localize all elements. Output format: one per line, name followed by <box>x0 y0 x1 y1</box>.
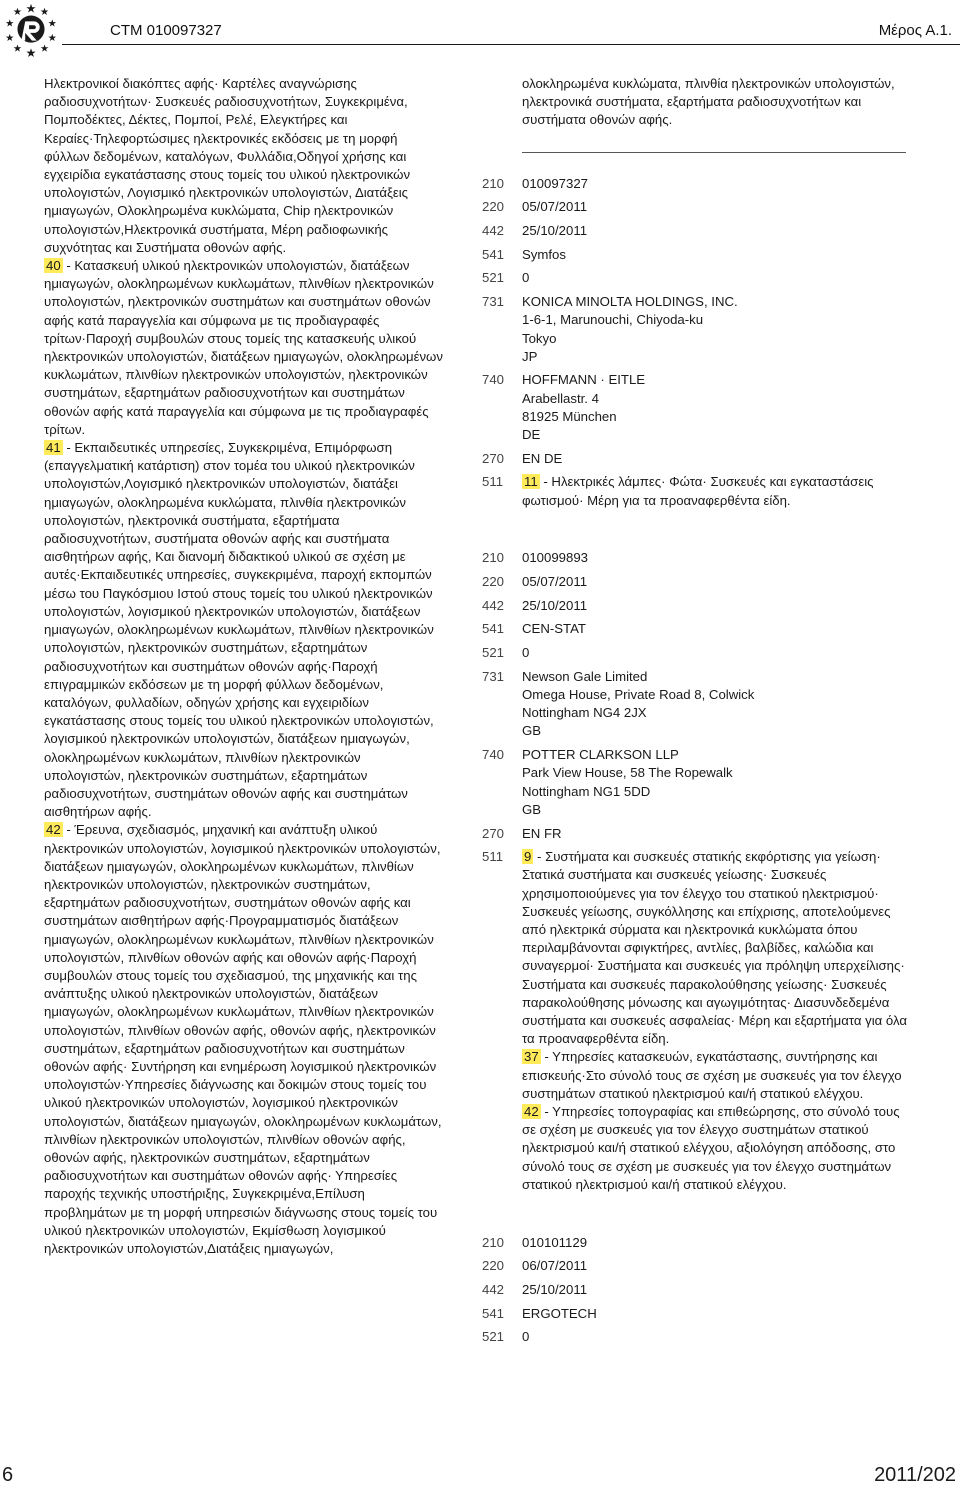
field-220: 220 05/07/2011 <box>482 573 912 591</box>
class-9-continuation: Ηλεκτρονικοί διακόπτες αφής· Καρτέλες αναγνώρισης ραδιοσυχνοτήτων· Συσκευές ραδιοσυχνοτήτων, Συγκεκριμένα, Πομποδέκτες, Δέκτες, Πομποί, Ρελέ, Ελεγκτήρες και Κεραίες·Τηλεφορτώσιμες ηλεκτρονικές εκδόσεις με τη μορφή φύλλων δεδομένων, καταλόγων, Φυλλάδια,Οδηγοί χρήσης και εγχειρίδια εγκατάστασης στους τομείς του υλικού ηλεκτρονικών υπολογιστών, Λογισμικό ηλεκτρονικών υπολογιστών, Διατάξεις ημιαγωγών, Ολοκληρωμένα κυκλώματα, Chip ηλεκτρονικών υπολογιστών,Ηλεκτρονικά συστήματα, Μέρη ραδιοφωνικής συχνότητας και Συστήματα οθονών αφής. <box>44 76 411 255</box>
part-label-header: Μέρος Α.1. <box>878 22 952 39</box>
trademark-record <box>482 549 912 1194</box>
class-41-entry <box>44 439 444 821</box>
filing-date: 05/07/2011 <box>522 574 588 590</box>
class-badge-11: 11 <box>524 474 538 490</box>
field-521: 521 0 <box>482 269 912 287</box>
class-badge-9: 9 <box>524 849 532 865</box>
class-badge-41: 41 <box>46 440 61 456</box>
left-column <box>44 75 444 1258</box>
field-442: 442 25/10/2011 <box>482 1281 912 1299</box>
application-number: 010101129 <box>522 1234 588 1250</box>
field-740: 740 POTTER CLARKSON LLP Park View House, 58 The Ropewalk Nottingham NG1 5DD GB <box>482 746 912 819</box>
class-40-entry <box>44 257 444 439</box>
class-42-text: - Έρευνα, σχεδιασμός, μηχανική και ανάπτυξη υλικού ηλεκτρονικών υπολογιστών, λογισμικού ηλεκτρονικών υπολογιστών, διατάξεων ημιαγωγών, ολοκληρωμένων κυκλωμάτων, πλινθίων ηλεκτρονικών υπολογιστών, ηλεκτρονικών συστημάτων, εξαρτημάτων ραδιοσυχνοτήτων, συστημάτων οθονών αφής και συστημάτων αισθητήρων αφής·Προγραμματισμός διατάξεων ημιαγωγών, ολοκληρωμένων κυκλωμάτων, πλινθίων ηλεκτρονικών υπολογιστών, πλινθίων οθονών αφής και οθονών αφής·Παροχή συμβουλών στους τομείς του σχεδιασμού, της μηχανικής και της ανάπτυξης υλικού ηλεκτρονικών υπολογιστών, διατάξεων ημιαγωγών, ολοκληρωμένων κυκλωμάτων, πλινθίων ηλεκτρονικών υπολογιστών, πλινθίων οθονών αφής, οθονών αφής, ηλεκτρονικών συστημάτων, εξαρτημάτων ραδιοσυχνοτήτων και συστημάτων οθονών αφής· Συντήρηση και ενημέρωση λογισμικού ηλεκτρονικών υπολογιστών·Υπηρεσίες διάγνωσης και δοκιμών στους τομείς του υλικού ηλεκτρονικών υπολογιστών, λογισμικού ηλεκτρονικών υπολογιστών, διατάξεων ημιαγωγών, ολοκληρωμένων κυκλωμάτων, πλινθίων ηλεκτρονικών υπολογιστών, πλινθίων οθονών αφής, οθονών αφής, ηλεκτρονικών συστημάτων, εξαρτημάτων ραδιοσυχνοτήτων και συστημάτων οθονών αφής· Υπηρεσίες παροχής τεχνικής υποστήριξης, Συγκεκριμένα,Επίλυση προβλημάτων με τη μορφή υπηρεσιών διάγνωσης στους τομείς του υλικού ηλεκτρονικών υπολογιστών, Εκμίσθωση λογισμικού ηλεκτρονικών υπολογιστών,Διατάξεις ημιαγωγών, <box>44 822 442 1256</box>
class-41-text: - Εκπαιδευτικές υπηρεσίες, Συγκεκριμένα, Επιμόρφωση (επαγγελματική κατάρτιση) στον τομέα του υλικού ηλεκτρονικών υπολογιστών,Λογισμικό ηλεκτρονικών υπολογιστών, διατάξει ημιαγωγών, ολοκληρωμένα κυκλώματα, πλινθία ηλεκτρονικών υπολογιστών, ηλεκτρονικά συστήματα, εξαρτήματα ραδιοσυχνοτήτων, συστήματα οθονών αφής και συστήματα αισθητήρων αφής, Και διανομή διδακτικού υλικού σε σχέση με αυτές·Εκπαιδευτικές υπηρεσίες, συγκεκριμένα, παροχή εκπομπών μέσω του Παγκόσμιου Ιστού στους τομείς του υλικού ηλεκτρονικών υπολογιστών, λογισμικού ηλεκτρονικών υπολογιστών, διατάξεων ημιαγωγών, ολοκληρωμένων κυκλωμάτων, πλινθίων ηλεκτρονικών υπολογιστών, ηλεκτρονικών συστημάτων, εξαρτημάτων ραδιοσυχνοτήτων και συστημάτων οθονών αφής·Παροχή επιγραμμικών εκδόσεων με τη μορφή φύλλων δεδομένων, καταλόγων, φυλλαδίων, οδηγών χρήσης και εγχειριδίων εγκατάστασης στους τομείς του υλικού ηλεκτρονικών υπολογιστών, λογισμικού ηλεκτρονικών υπολογιστών, διατάξεων ημιαγωγών, ολοκληρωμένων κυκλωμάτων, πλινθίων ηλεκτρονικών υπολογιστών, ηλεκτρονικών συστημάτων, εξαρτημάτων ραδιοσυχνοτήτων, συστημάτων οθονών αφής και συστημάτων αισθητήρων αφής. <box>44 440 434 820</box>
field-511: 511 9 - Συστήματα και συσκευές στατικής εκφόρτισης για γείωση· Στατικά συστήματα και συσκευές γείωσης· Συσκευές χρησιμοποιούμενες για τον έλεγχο του στατικού ηλεκτρισμού· Συσκευές γείωσης, συγκόλλησης και επίχρισης, αποτελούμενες από ηλεκτρικά σύρματα και ηλεκτρονικά κυκλώματα όπου περιλαμβάνονται σφιγκτήρες, αντλίες, βαλβίδες, καλώδια και συναγερμοί· Συστήματα και συσκευές για πρόληψη υπερχείλισης· Συστήματα και συσκευές παρακολούθησης γείωσης· Συσκευές παρακολούθησης μόνωσης και αγωγιμότητας· Διασυνδεδεμένα συστήματα και συσκευές ασφαλείας· Μέρη και εξαρτήματα για όλα τα προαναφερθέντα είδη. 37 - Υπηρεσίες κατασκευών, εγκατάστασης, συντήρησης και επισκευής·Στο σύνολό τους σε σχέση με συσκευές για τον έλεγχο συστημάτων στατικού ηλεκτρισμού και/ή στατικού ελέγχου. 42 - Υπηρεσίες τοπογραφίας και επιθεώρησης, στο σύνολό τους σε σχέση με συσκευές για τον έλεγχο συστημάτων στατικού ηλεκτρισμού και/ή στατικού ελέγχου, αξιολόγηση απόδοσης, στο σύνολό τους σε σχέση με συσκευές για τον έλεγχο συστημάτων στατικού ηλεκτρισμού και/ή στατικού ελέγχου. <box>482 848 912 1194</box>
field-521: 521 0 <box>482 1328 912 1346</box>
goods-services: 9 - Συστήματα και συσκευές στατικής εκφόρτισης για γείωση· Στατικά συστήματα και συσκευές γείωσης· Συσκευές χρησιμοποιούμενες για τον έλεγχο του στατικού ηλεκτρισμού· Συσκευές γείωσης, συγκόλλησης και επίχρισης, αποτελούμενες από ηλεκτρικά σύρματα και ηλεκτρονικά κυκλώματα όπου περιλαμβάνονται σφιγκτήρες, αντλίες, βαλβίδες, καλώδια και συναγερμοί· Συστήματα και συσκευές για πρόληψη υπερχείλισης· Συστήματα και συσκευές παρακολούθησης γείωσης· Συσκευές παρακολούθησης μόνωσης και αγωγιμότητας· Διασυνδεδεμένα συστήματα και συσκευές ασφαλείας· Μέρη και εξαρτήματα για όλα τα προαναφερθέντα είδη. 37 - Υπηρεσίες κατασκευών, εγκατάστασης, συντήρησης και επισκευής·Στο σύνολό τους σε σχέση με συσκευές για τον έλεγχο συστημάτων στατικού ηλεκτρισμού και/ή στατικού ελέγχου. 42 - Υπηρεσίες τοπογραφίας και επιθεώρησης, στο σύνολό τους σε σχέση με συσκευές για τον έλεγχο συστημάτων στατικού ηλεκτρισμού και/ή στατικού ελέγχου, αξιολόγηση απόδοσης, στο σύνολό τους σε σχέση με συσκευές για τον έλεγχο συστημάτων στατικού ηλεκτρισμού και/ή στατικού ελέγχου. <box>522 849 908 1192</box>
record-separator <box>522 152 906 153</box>
page-header <box>0 0 960 50</box>
publication-date: 25/10/2011 <box>522 1281 588 1297</box>
languages: EN FR <box>522 825 562 841</box>
class-42-entry <box>44 821 444 1258</box>
representative: HOFFMANN · EITLE Arabellastr. 4 81925 München DE <box>522 372 646 443</box>
field-521-value: 0 <box>522 645 530 661</box>
field-210: 210 010097327 <box>482 175 912 193</box>
field-511: 511 11 - Ηλεκτρικές λάμπες· Φώτα· Συσκευές και εγκαταστάσεις φωτισμού· Μέρη για τα προαναφερθέντα είδη. <box>482 473 912 509</box>
publication-date: 25/10/2011 <box>522 597 588 613</box>
class-badge-37: 37 <box>524 1049 539 1065</box>
class-continuation-text: ολοκληρωμένα κυκλώματα, πλινθία ηλεκτρονικών υπολογιστών, ηλεκτρονικά συστήματα, εξαρτήματα ραδιοσυχνοτήτων και συστήματα οθονών αφής. <box>522 76 895 128</box>
class-badge-42: 42 <box>46 822 61 838</box>
application-number: 010099893 <box>522 550 589 566</box>
field-220: 220 05/07/2011 <box>482 198 912 216</box>
class-badge-40: 40 <box>46 258 61 274</box>
field-442: 442 25/10/2011 <box>482 222 912 240</box>
goods-services: 11 - Ηλεκτρικές λάμπες· Φώτα· Συσκευές και εγκαταστάσεις φωτισμού· Μέρη για τα προαναφερθέντα είδη. <box>522 474 874 508</box>
field-210: 210 010101129 <box>482 1234 912 1252</box>
mark-word: ERGOTECH <box>522 1305 597 1321</box>
class-40-text: - Κατασκευή υλικού ηλεκτρονικών υπολογιστών, διατάξεων ημιαγωγών, ολοκληρωμένων κυκλωμάτων, πλινθίων ηλεκτρονικών υπολογιστών, ηλεκτρονικών συστημάτων και συστημάτων οθονών αφής κατά παραγγελία και σύμφωνα με τις προδιαγραφές τρίτων·Παροχή συμβουλών στους τομείς της κατασκευής υλικού ηλεκτρονικών υπολογιστών, διατάξεων ημιαγωγών, ολοκληρωμένων κυκλωμάτων, πλινθίων ηλεκτρονικών υπολογιστών, ηλεκτρονικών συστημάτων, εξαρτημάτων ραδιοσυχνοτήτων και συστημάτων οθονών αφής κατά παραγγελία και σύμφωνα με τις προδιαγραφές τρίτων. <box>44 258 443 437</box>
header-rule <box>62 44 960 45</box>
filing-date: 06/07/2011 <box>522 1258 588 1274</box>
field-740: 740 HOFFMANN · EITLE Arabellastr. 4 81925 München DE <box>482 371 912 444</box>
field-541: 541 ERGOTECH <box>482 1305 912 1323</box>
ctm-number-header: CTM 010097327 <box>110 22 222 39</box>
field-270: 270 EN DE <box>482 450 912 468</box>
field-541: 541 CEN-STAT <box>482 620 912 638</box>
trademark-record <box>482 175 912 510</box>
mark-word: CEN-STAT <box>522 621 586 637</box>
field-731: 731 Newson Gale Limited Omega House, Private Road 8, Colwick Nottingham NG4 2JX GB <box>482 668 912 741</box>
field-541: 541 Symfos <box>482 246 912 264</box>
application-number: 010097327 <box>522 175 589 191</box>
representative: POTTER CLARKSON LLP Park View House, 58 The Ropewalk Nottingham NG1 5DD GB <box>522 747 733 817</box>
class-badge-42: 42 <box>524 1104 539 1120</box>
field-270: 270 EN FR <box>482 825 912 843</box>
applicant: Newson Gale Limited Omega House, Private Road 8, Colwick Nottingham NG4 2JX GB <box>522 668 755 739</box>
field-521: 521 0 <box>482 644 912 662</box>
languages: EN DE <box>522 450 563 466</box>
right-column <box>482 75 912 1352</box>
field-521-value: 0 <box>522 1329 530 1345</box>
field-442: 442 25/10/2011 <box>482 597 912 615</box>
applicant: KONICA MINOLTA HOLDINGS, INC. 1-6-1, Marunouchi, Chiyoda-ku Tokyo JP <box>522 294 738 364</box>
mark-word: Symfos <box>522 246 566 262</box>
trademark-record <box>482 1234 912 1347</box>
page-number: 6 <box>2 1464 14 1486</box>
eu-trademark-logo-icon <box>2 2 60 60</box>
field-220: 220 06/07/2011 <box>482 1257 912 1275</box>
publication-date: 25/10/2011 <box>522 223 588 239</box>
field-521-value: 0 <box>522 270 530 286</box>
bulletin-issue: 2011/202 <box>874 1464 956 1486</box>
filing-date: 05/07/2011 <box>522 199 588 215</box>
field-210: 210 010099893 <box>482 549 912 567</box>
field-731: 731 KONICA MINOLTA HOLDINGS, INC. 1-6-1, Marunouchi, Chiyoda-ku Tokyo JP <box>482 293 912 366</box>
